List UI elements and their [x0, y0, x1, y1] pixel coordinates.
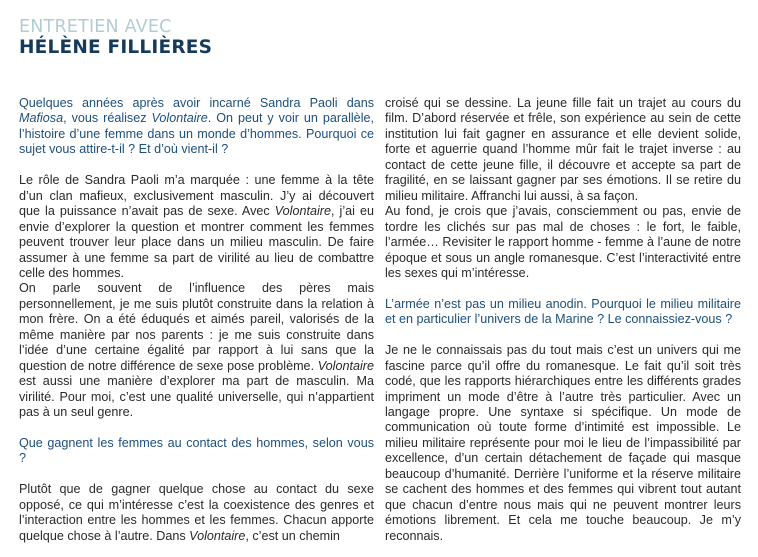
answer-2-paragraph-1-continued	[385, 96, 741, 204]
answer-2-paragraph-1	[19, 482, 374, 544]
interviewee-name: HÉLÈNE FILLIÈRES	[19, 37, 213, 58]
film-title-volontaire: Volontaire	[189, 528, 246, 543]
answer-1-paragraph-2	[19, 281, 374, 420]
spacer	[19, 158, 374, 173]
question-2: Que gagnent les femmes au contact des hommes, selon vous ?	[19, 435, 374, 466]
answer-3: Je ne le connaissais pas du tout mais c’est un univers qui me fascine parce qu’il offre du romanesque. Le fait qu’il soit très codé, que les rapports hiérarchiques entre les différents grades impriment un mode d’être à l’autre très particulier. Avec un langage propre. Une syntaxe si spécifique. Un mode de communication où toute forme d’intimité est impossible. Le milieu militaire représente pour moi le lieu de l’impassibilité par excellence, d’un certain détachement de façade qui masque beaucoup d’humanité. Derrière l’uniforme et la réserve militaire se cachent des hommes et des femmes qui vibrent tout autant que chacun d’entre nous mais qui ne peuvent montrer leurs émotions librement. Et cela me touche beaucoup. Je m’y reconnais.	[385, 343, 741, 543]
film-title-volontaire: Volontaire	[274, 204, 331, 219]
answer-1-p2-text-c: est aussi une manière d’explorer ma part de masculin. Ma virilité. Pour moi, c’est une qualité universelle, qui n’appartient pas à un seul genre.	[19, 374, 374, 420]
answer-1-paragraph-1	[19, 173, 374, 281]
spacer	[385, 328, 741, 343]
answer-2-p1-text-c: , c’est un chemin	[245, 528, 340, 543]
left-column	[19, 96, 374, 544]
right-column	[385, 96, 741, 544]
question-1-text-a: Quelques années après avoir incarné Sandra Paoli dans	[19, 96, 374, 110]
answer-1-p1-text-a: Le rôle de Sandra Paoli m’a marquée : une femme à la tête d’un clan mafieux, exclusivement masculin. J’y ai découvert que la puissance n’avait pas de sexe. Avec	[19, 173, 374, 219]
spacer	[19, 467, 374, 482]
film-title-volontaire: Volontaire	[151, 111, 208, 126]
question-1	[19, 96, 374, 158]
header-kicker: ENTRETIEN AVEC	[19, 17, 172, 37]
answer-2-p1-continued-text: croisé qui se dessine. La jeune fille fait un trajet au cours du film. D’abord réservée et frêle, son expérience au sein de cette institution lui fait gagner en assurance et elle devient solide, forte et aguerrie quand l’homme mûr fait le trajet inverse : au contact de cette jeune fille, il découvre et accepte sa part de fragilité, en se laissant gagner par ses émotions. Il se retire du milieu militaire. Affranchi lui aussi, à sa façon.	[385, 96, 741, 203]
question-3: L’armée n’est pas un milieu anodin. Pourquoi le milieu militaire et en particulier l’univers de la Marine ? Le connaissiez-vous ?	[385, 296, 741, 327]
answer-1-p1-text-c: , j’ai eu envie d’explorer la question et montrer comment les femmes peuvent trouver leur place dans un milieu masculin. De faire assumer à une femme sa part de virilité au lieu de combattre celle des hommes.	[19, 204, 374, 280]
film-title-mafiosa: Mafiosa	[19, 111, 64, 126]
question-1-text-c: , vous réalisez	[63, 111, 152, 126]
answer-2-paragraph-2: Au fond, je crois que j’avais, consciemment ou pas, envie de tordre les clichés sur pas mal de choses : le fort, le faible, l’armée… Revisiter le rapport homme - femme à l’aune de notre époque et sous un angle romanesque. C’est l’interactivité entre les sexes qui m’intéresse.	[385, 204, 741, 280]
spacer	[385, 281, 741, 296]
answer-1-p2-text-a: On parle souvent de l’influence des pères mais personnellement, je me suis plutôt construite dans la relation à mon frère. On a été éduqués et aimés pareil, valorisés de la même manière par nos parents : je me suis construite dans l’idée d’une certaine égalité par rapport à lui sans que la question de notre différence de sexe pose problème.	[19, 281, 374, 373]
answer-2-p1-text-a: Plutôt que de gagner quelque chose au contact du sexe opposé, ce qui m’intéresse c’est la coexistence des genres et l’interaction entre les hommes et les femmes. Chacun apporte quelque chose à l’autre. Dans	[19, 482, 374, 543]
question-1-text-e: . On peut y voir un parallèle, l’histoire d’une femme dans un monde d’hommes. Pourquoi ce sujet vous attire-t-il ? Et d’où vient-il ?	[19, 111, 374, 157]
film-title-volontaire: Volontaire	[317, 358, 374, 373]
article-header	[19, 17, 212, 58]
spacer	[19, 421, 374, 436]
